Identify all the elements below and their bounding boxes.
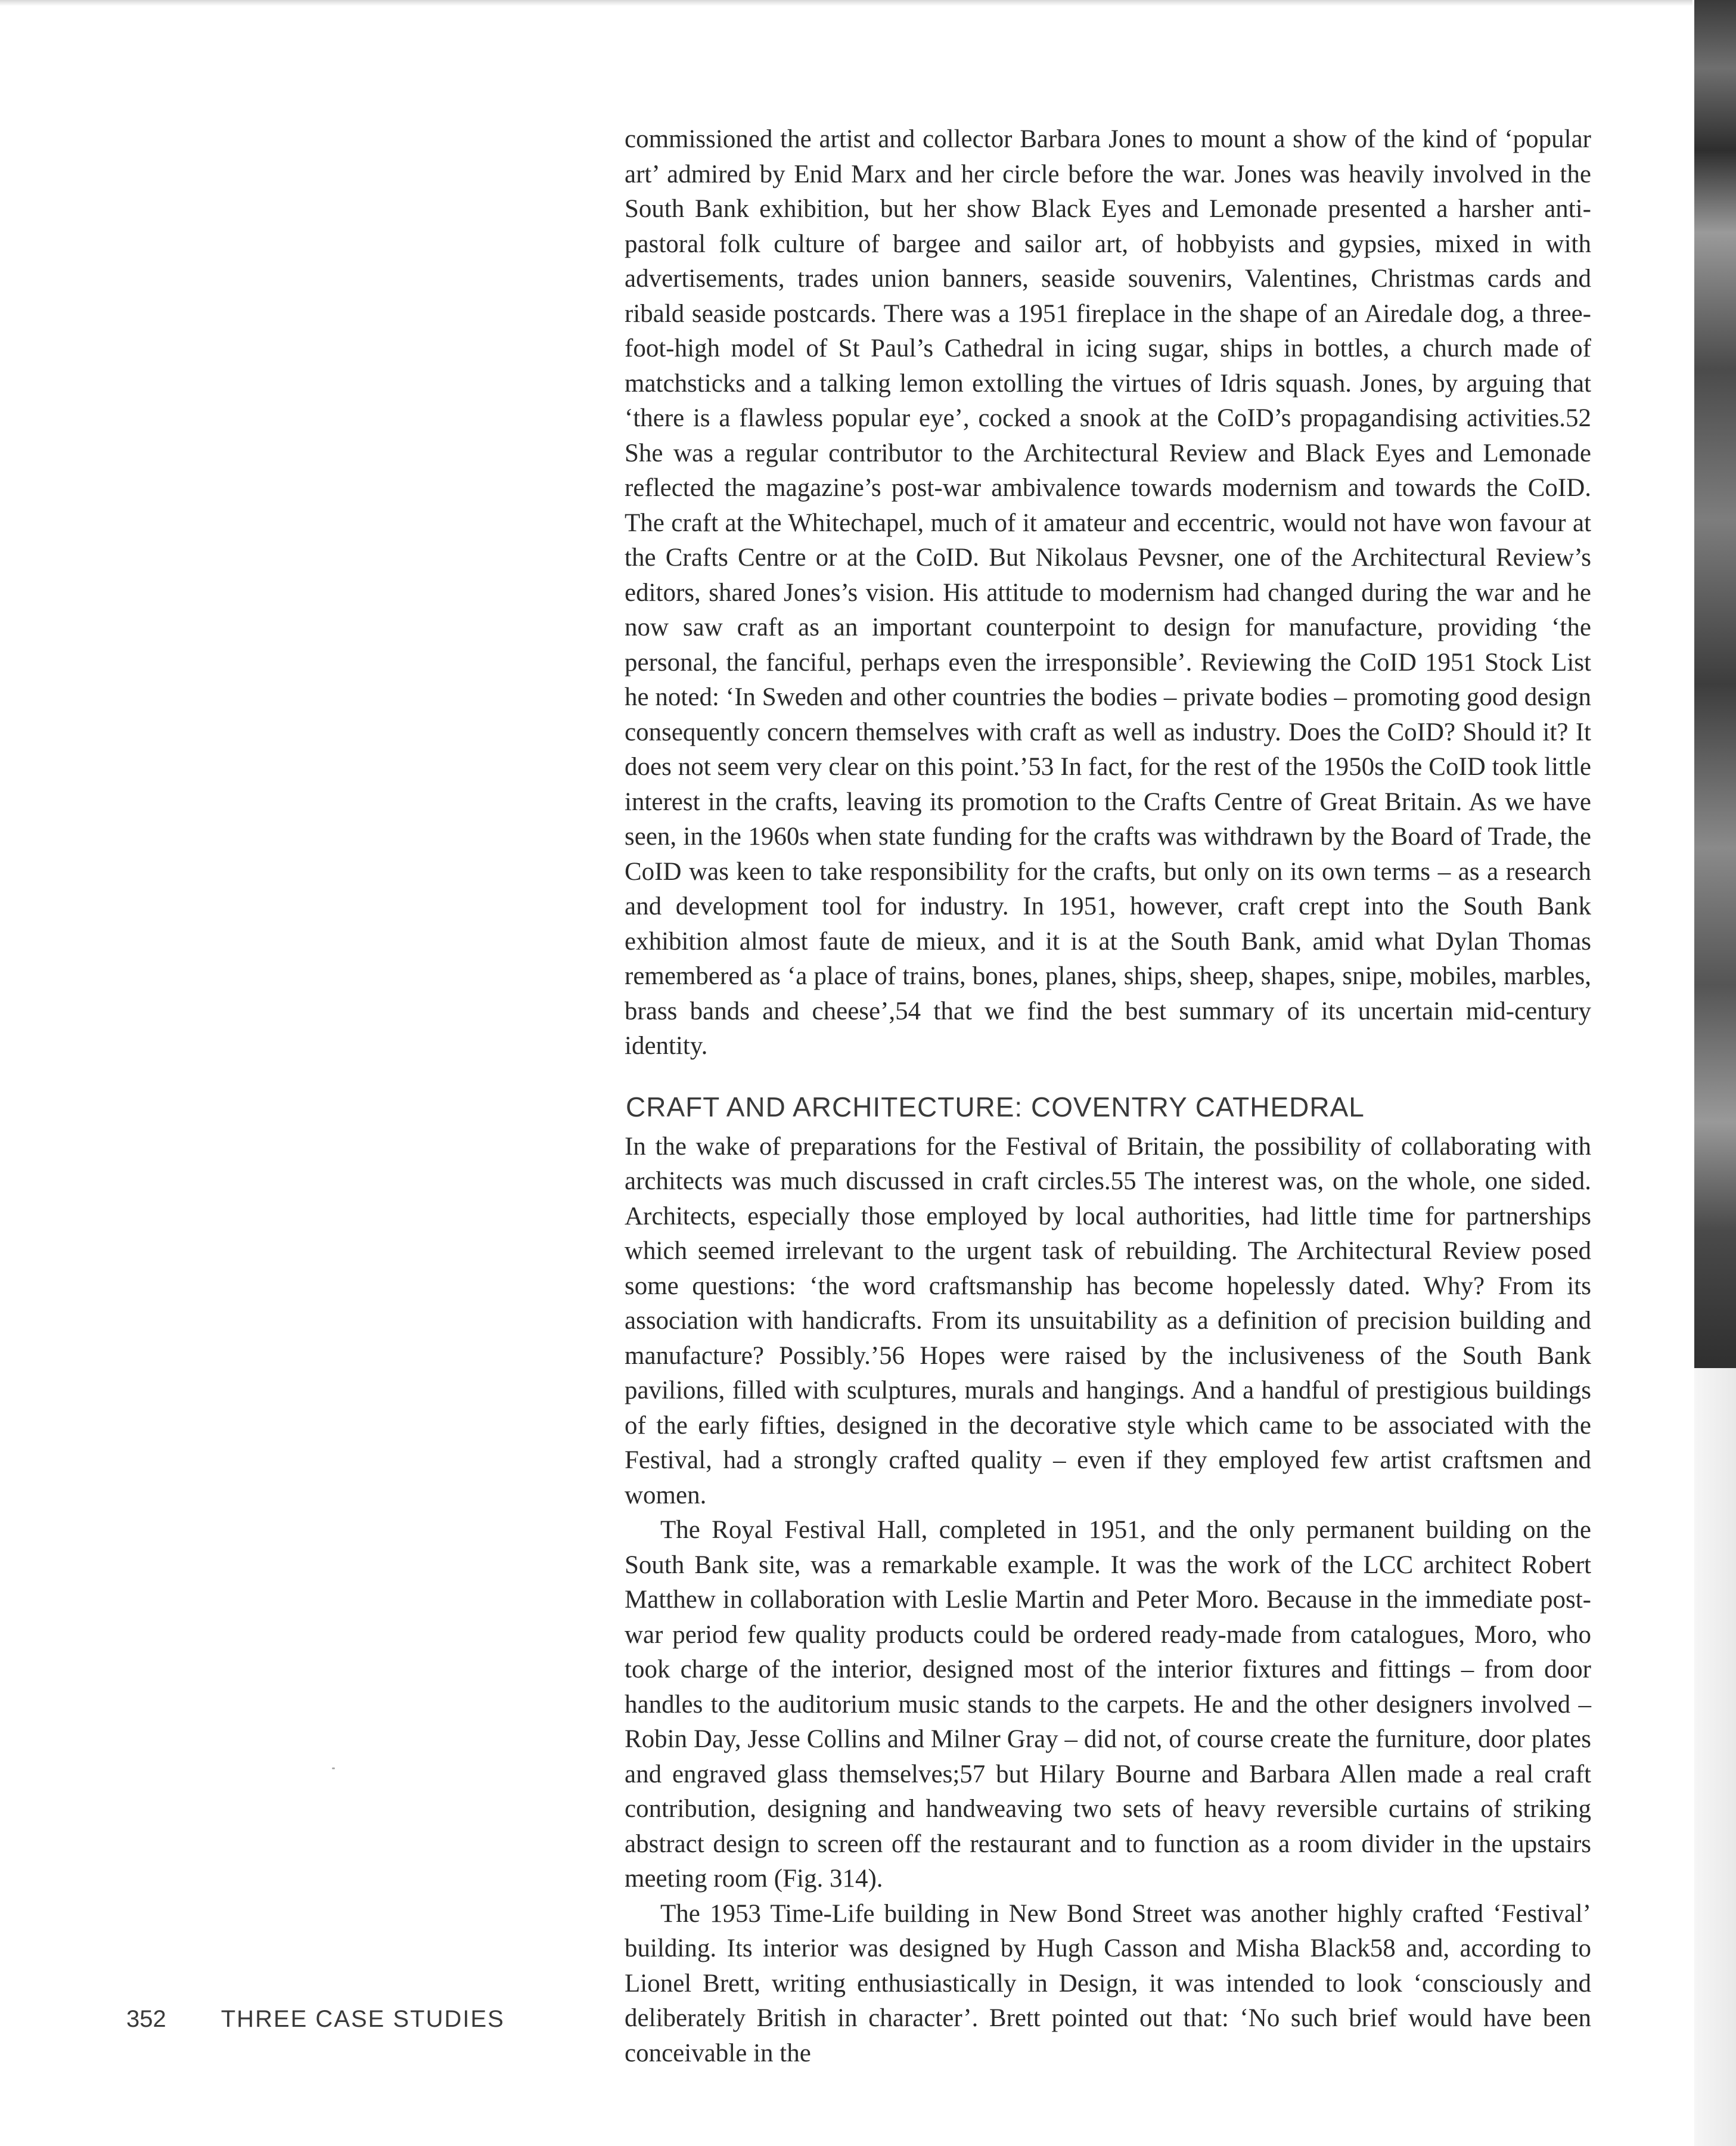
paragraph-2: In the wake of preparations for the Festival of Britain, the possibility of collaborating with architects was much discussed in craft circles.55 The interest was, on the whole, one sided. Architects, especially those employed by local authorities, had little time for partnerships which seemed irrelevant to the urgent task of rebuilding. The Architectural Review posed some questions: ‘the word craftsmanship has become hopelessly dated. Why? From its association with handicrafts. From its unsuitability as a definition of precision building and manufacture? Possibly.’56 Hopes were raised by the inclusiveness of the South Bank pavilions, filled with sculptures, murals and hangings. And a handful of prestigious buildings of the early fifties, designed in the decorative style which came to be associated with the Festival, had a strongly crafted quality – even if they employed few artist craftsmen and women.	[625, 1132, 1591, 1509]
page-number: 352	[126, 2006, 166, 2032]
scan-speck	[332, 1767, 335, 1769]
paragraph-4: The 1953 Time-Life building in New Bond Street was another highly crafted ‘Festival’ building. Its interior was designed by Hugh Casson and Misha Black58 and, according to Lionel Brett, writing enthusiastically in Design, it was intended to look ‘consciously and deliberately British in character’. Brett pointed out that: ‘No such brief would have been conceivable in the	[625, 1899, 1591, 2067]
paragraph-3: The Royal Festival Hall, completed in 1951, and the only permanent building on the South Bank site, was a remarkable example. It was the work of the LCC architect Robert Matthew in collaboration with Leslie Martin and Peter Moro. Because in the immediate post-war period few quality products could be ordered ready-made from catalogues, Moro, who took charge of the interior, designed most of the interior fixtures and fittings – from door handles to the auditorium music stands to the carpets. He and the other designers involved – Robin Day, Jesse Collins and Milner Gray – did not, of course create the furniture, door plates and engraved glass themselves;57 but Hilary Bourne and Barbara Allen made a real craft contribution, designing and handweaving two sets of heavy reversible curtains of striking abstract design to screen off the restaurant and to function as a room divider in the upstairs meeting room (Fig. 314).	[625, 1516, 1591, 1893]
page-footer	[126, 2006, 505, 2033]
page-top-edge	[0, 0, 1692, 6]
facing-page-edge	[1694, 0, 1736, 2146]
paragraph-1: commissioned the artist and collector Barbara Jones to mount a show of the kind of ‘popular art’ admired by Enid Marx and her circle before the war. Jones was heavily involved in the South Bank exhibition, but her show Black Eyes and Lemonade presented a harsher anti-pastoral folk culture of bargee and sailor art, of hobbyists and gypsies, mixed in with advertisements, trades union banners, seaside souvenirs, Valentines, Christmas cards and ribald seaside postcards. There was a 1951 fireplace in the shape of an Airedale dog, a three-foot-high model of St Paul’s Cathedral in icing sugar, ships in bottles, a church made of matchsticks and a talking lemon extolling the virtues of Idris squash. Jones, by arguing that ‘there is a flawless popular eye’, cocked a snook at the CoID’s propagandising activities.52 She was a regular contributor to the Architectural Review and Black Eyes and Lemonade reflected the magazine’s post-war ambivalence towards modernism and towards the CoID. The craft at the Whitechapel, much of it amateur and eccentric, would not have won favour at the Crafts Centre or at the CoID. But Nikolaus Pevsner, one of the Architectural Review’s editors, shared Jones’s vision. His attitude to modernism had changed during the war and he now saw craft as an important counterpoint to design for manufacture, providing ‘the personal, the fanciful, perhaps even the irresponsible’. Reviewing the CoID 1951 Stock List he noted: ‘In Sweden and other countries the bodies – private bodies – promoting good design consequently concern themselves with craft as well as industry. Does the CoID? Should it? It does not seem very clear on this point.’53 In fact, for the rest of the 1950s the CoID took little interest in the crafts, leaving its promotion to the Crafts Centre of Great Britain. As we have seen, in the 1960s when state funding for the crafts was withdrawn by the Board of Trade, the CoID was keen to take responsibility for the crafts, but only on its own terms – as a research and development tool for industry. In 1951, however, craft crept into the South Bank exhibition almost faute de mieux, and it is at the South Bank, amid what Dylan Thomas remembered as ‘a place of trains, bones, planes, ships, sheep, shapes, snipe, mobiles, marbles, brass bands and cheese’,54 that we find the best summary of its uncertain mid-century identity.	[625, 125, 1591, 1060]
body-text-column	[625, 122, 1591, 2071]
section-heading: CRAFT AND ARCHITECTURE: COVENTRY CATHEDRAL	[626, 1091, 1365, 1122]
facing-page-paper-edge	[1694, 1368, 1736, 2146]
facing-page-photo-edge	[1694, 0, 1736, 1368]
running-head: THREE CASE STUDIES	[221, 2006, 505, 2032]
